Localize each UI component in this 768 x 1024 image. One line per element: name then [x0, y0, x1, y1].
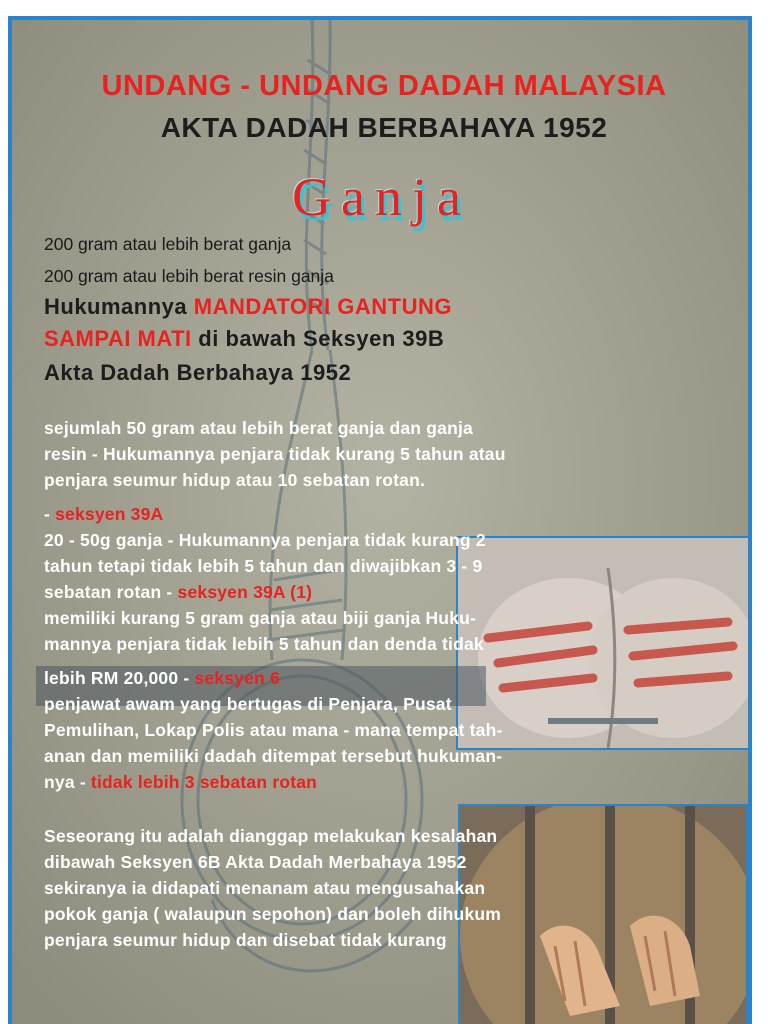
section-ref: seksyen 39A (1)	[177, 582, 313, 602]
body-line: sejumlah 50 gram atau lebih berat ganja dan ganja	[44, 418, 473, 438]
body-line: penjara seumur hidup dan disebat tidak kurang	[44, 930, 447, 950]
title-act: AKTA DADAH BERBAHAYA 1952	[160, 112, 608, 143]
body-text: -	[44, 504, 56, 524]
body-line	[44, 668, 280, 689]
ganja-heading: Ganja	[292, 167, 471, 227]
body-line: tahun tetapi tidak lebih 5 tahun dan diwajibkan 3 - 9	[44, 556, 483, 576]
poster	[8, 16, 752, 1024]
section-ref: tidak lebih 3 sebatan rotan	[90, 772, 318, 792]
penalty-line	[44, 326, 444, 352]
section-ref: seksyen 6	[194, 668, 280, 688]
body-line: anan dan memiliki dadah ditempat tersebut hukuman-	[44, 746, 503, 766]
caning-photo	[456, 536, 750, 750]
body-text: nya -	[44, 772, 91, 792]
body-line: dibawah Seksyen 6B Akta Dadah Merbahaya 1952	[44, 852, 467, 872]
penalty-line	[44, 294, 452, 320]
quantity-line: 200 gram atau lebih berat resin ganja	[44, 266, 334, 286]
penalty-text: di bawah Seksyen 39B	[191, 326, 445, 351]
section-ref: seksyen 39A	[55, 504, 164, 524]
body-line: 20 - 50g ganja - Hukumannya penjara tidak kurang 2	[44, 530, 486, 550]
body-line: resin - Hukumannya penjara tidak kurang 5 tahun atau	[44, 444, 506, 464]
body-text: lebih RM 20,000 -	[44, 668, 195, 688]
penalty-text: Hukumannya	[44, 294, 194, 319]
title-main: UNDANG - UNDANG DADAH MALAYSIA	[101, 70, 667, 102]
body-line: mannya penjara tidak lebih 5 tahun dan denda tidak	[44, 634, 484, 654]
body-line: pokok ganja ( walaupun sepohon) dan boleh dihukum	[44, 904, 502, 924]
prison-hands-painting	[458, 804, 748, 1024]
section-ref-line	[44, 504, 163, 525]
body-line	[44, 582, 312, 603]
body-line: Pemulihan, Lokap Polis atau mana - mana tempat tah-	[44, 720, 503, 740]
body-line: Seseorang itu adalah dianggap melakukan kesalahan	[44, 826, 498, 846]
penalty-line: Akta Dadah Berbahaya 1952	[44, 360, 352, 385]
body-text: sebatan rotan -	[44, 582, 178, 602]
quantity-line: 200 gram atau lebih berat ganja	[44, 234, 292, 254]
body-line: penjara seumur hidup atau 10 sebatan rotan.	[44, 470, 426, 490]
penalty-highlight: SAMPAI MATI	[44, 326, 192, 351]
body-line: sekiranya ia didapati menanam atau mengusahakan	[44, 878, 486, 898]
body-line: penjawat awam yang bertugas di Penjara, Pusat	[44, 694, 452, 714]
body-line	[44, 772, 317, 793]
penalty-highlight: MANDATORI GANTUNG	[193, 294, 452, 319]
body-line: memiliki kurang 5 gram ganja atau biji ganja Huku-	[44, 608, 477, 628]
